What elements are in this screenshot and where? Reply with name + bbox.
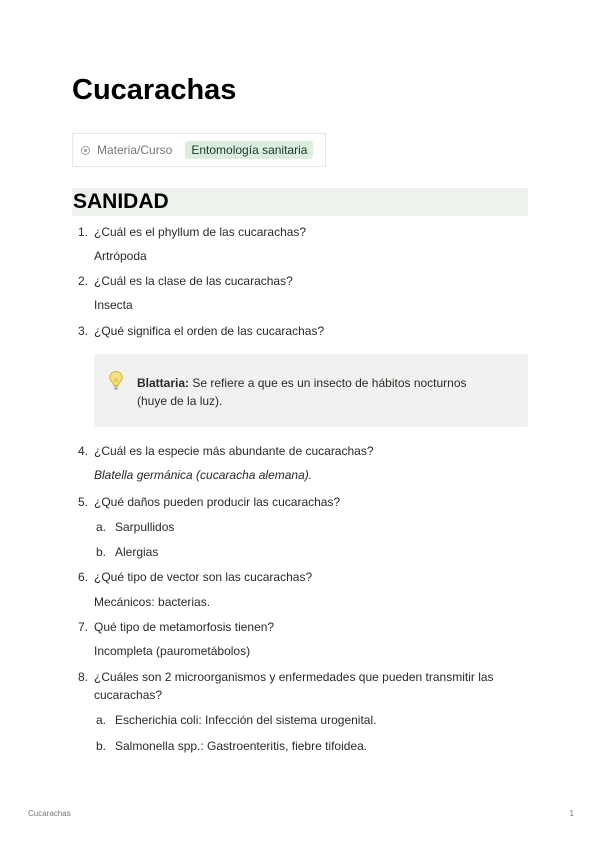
item-number: 7. (77, 620, 88, 634)
property-key-label: Materia/Curso (97, 143, 173, 157)
property-key (73, 134, 181, 166)
answer-text: Incompleta (paurometábolos) (94, 644, 251, 658)
property-value (181, 134, 325, 166)
question-text: ¿Qué tipo de vector son las cucarachas? (94, 570, 313, 584)
question-text: ¿Qué significa el orden de las cucarachas? (94, 324, 325, 338)
item-number: 3. (77, 324, 88, 338)
question-text: ¿Qué daños pueden producir las cucarachas? (94, 495, 341, 509)
question-text: ¿Cuáles son 2 microorganismos y enfermedades que pueden transmitir las (94, 670, 494, 684)
sub-item-letter: a. (95, 713, 106, 727)
property-tag: Entomología sanitaria (185, 141, 313, 159)
question-text-continued: cucarachas? (94, 688, 163, 702)
item-number: 1. (77, 225, 88, 239)
answer-text: Insecta (94, 298, 133, 312)
item-number: 4. (77, 444, 88, 458)
select-property-icon (81, 146, 90, 155)
question-text: ¿Cuál es la especie más abundante de cucarachas? (94, 444, 374, 458)
answer-text: Artrópoda (94, 249, 147, 263)
item-number: 8. (77, 670, 88, 684)
sub-item-letter: a. (95, 520, 106, 534)
callout-body-line-1: Se refiere a que es un insecto de hábitos nocturnos (189, 376, 467, 390)
property-row (72, 133, 326, 167)
callout-body-line-2: (huye de la luz). (137, 394, 223, 408)
sub-item-text: Salmonella spp.: Gastroenteritis, fiebre tifoidea. (115, 739, 368, 753)
answer-text: Blatella germánica (cucaracha alemana). (94, 468, 313, 482)
sub-item-letter: b. (95, 739, 106, 753)
footer-page-number: 1 (569, 809, 574, 818)
section-heading: SANIDAD (72, 188, 528, 216)
question-text: ¿Cuál es el phyllum de las cucarachas? (94, 225, 307, 239)
question-text: Qué tipo de metamorfosis tienen? (94, 620, 275, 634)
item-number: 2. (77, 274, 88, 288)
item-number: 5. (77, 495, 88, 509)
lightbulb-icon (108, 370, 124, 392)
callout (94, 354, 528, 427)
sub-item-text: Sarpullidos (115, 520, 175, 534)
sub-item-letter: b. (95, 545, 106, 559)
sub-item-text: Alergias (115, 545, 159, 559)
answer-text: Mecánicos: bacterias. (94, 595, 211, 609)
question-text: ¿Cuál es la clase de las cucarachas? (94, 274, 293, 288)
callout-text (137, 374, 507, 410)
item-number: 6. (77, 570, 88, 584)
callout-term: Blattaria: (137, 376, 190, 390)
footer-title: Cucarachas (28, 809, 71, 818)
page-title: Cucarachas (72, 74, 237, 106)
sub-item-text: Escherichia coli: Infección del sistema urogenital. (115, 713, 377, 727)
